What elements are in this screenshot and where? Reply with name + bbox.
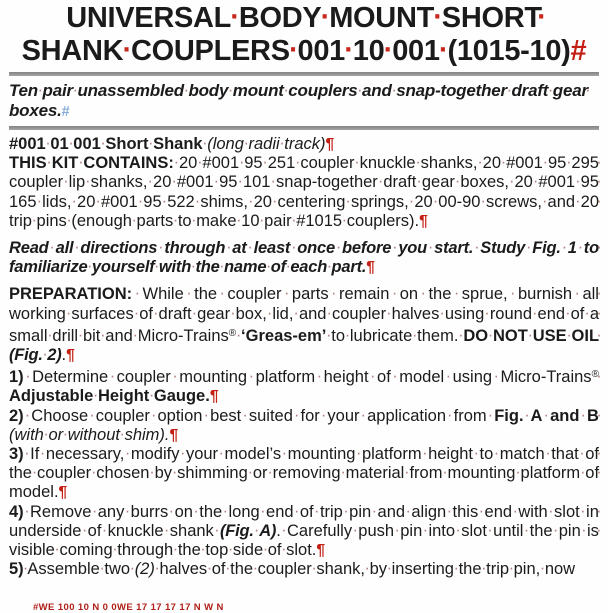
space-dot-mark [192, 212, 197, 230]
space-dot-mark [134, 305, 140, 323]
space-dot-mark [248, 193, 254, 211]
space-dot-mark [85, 173, 91, 191]
text-run: Ten · pair · unassembled · body · mount · couplers · and· snap-together · draft · gear boxes. [9, 81, 588, 120]
space-dot-mark [24, 407, 32, 425]
space-dot-mark [43, 346, 47, 364]
space-dot-mark [282, 541, 287, 559]
space-dot-mark [525, 239, 532, 257]
space-dot-mark [69, 135, 74, 153]
space-dot-mark [138, 193, 144, 211]
subtitle [9, 81, 599, 122]
space-dot-mark [192, 305, 198, 323]
space-dot-mark [548, 503, 554, 521]
space-dot-mark [488, 327, 493, 345]
space-dot-mark [292, 212, 297, 230]
space-dot-mark [123, 35, 131, 67]
space-dot-mark [133, 327, 138, 345]
space-dot-mark [49, 239, 56, 257]
space-dot-mark [455, 173, 461, 191]
space-dot-mark [67, 212, 72, 230]
space-dot-mark [193, 503, 199, 521]
space-dot-mark [203, 135, 208, 153]
space-dot-mark [433, 193, 439, 211]
space-dot-mark [329, 285, 339, 303]
space-dot-mark [241, 407, 249, 425]
space-dot-mark [418, 285, 428, 303]
space-dot-mark [226, 560, 231, 578]
paragraph-mark-icon: ¶ [316, 542, 326, 560]
space-dot-mark [230, 305, 236, 323]
space-dot-mark [524, 407, 531, 425]
text-run: 5) [9, 560, 24, 579]
space-dot-mark [113, 541, 118, 559]
space-dot-mark [214, 522, 220, 540]
text-run: · While · the · coupler · parts · remain · on· the · sprue, · burnish · all working · surfaces · of · draft · gear · box, · lid, · and · coupler · halves · using · round· end · of · a small · drill · bit · and · Micro-Trains [9, 285, 599, 344]
space-dot-mark [439, 305, 445, 323]
space-dot-mark [451, 285, 461, 303]
space-dot-mark [48, 327, 53, 345]
space-dot-mark [386, 305, 392, 323]
space-dot-mark [561, 239, 568, 257]
space-dot-mark [580, 503, 586, 521]
space-dot-mark [24, 368, 32, 386]
space-dot-mark [575, 173, 581, 191]
space-dot-mark [149, 387, 154, 405]
space-dot-mark [371, 503, 377, 521]
space-dot-mark [202, 407, 210, 425]
space-dot-mark [412, 327, 417, 345]
space-dot-mark [384, 35, 392, 67]
space-dot-mark [266, 258, 270, 276]
space-dot-mark [533, 173, 539, 191]
space-dot-mark [239, 154, 244, 172]
space-dot-mark [572, 285, 582, 303]
space-dot-mark [345, 35, 353, 67]
space-dot-mark [416, 154, 421, 172]
text-run: PREPARATION: [9, 285, 133, 304]
space-dot-mark [32, 212, 37, 230]
text-run: (Fig. · 2) [9, 346, 62, 364]
space-dot-mark [286, 258, 290, 276]
space-dot-mark [120, 426, 125, 444]
space-dot-mark [542, 407, 550, 425]
space-dot-mark [132, 212, 137, 230]
space-dot-mark [248, 464, 253, 482]
space-dot-mark [260, 212, 265, 230]
space-dot-mark [184, 285, 194, 303]
space-dot-mark [148, 135, 153, 153]
space-dot-mark [446, 407, 454, 425]
space-dot-mark [584, 305, 590, 323]
space-dot-mark [484, 305, 490, 323]
space-dot-mark [409, 193, 415, 211]
text-run: · 20 · #001 · 95 · 251 · coupler· knuckle · shanks, · 20 · #001 · 95 · 295 coupler · lip · shanks, · 20 · #001 · 95 · 101 · snap-together · draft · gear· boxes, · 20 · #001 · 95 165 · lids, · 20 · #001 · 95 · 522· shims, · 20 · centering · springs, · 20 · 00-90 · screws, · and · 20 trip · pins · (enough · parts · to · make · 10 · pair · #1015 · couplers). [9, 154, 599, 230]
paragraph-mark-icon: ¶ [366, 259, 375, 277]
space-dot-mark [345, 327, 350, 345]
variant-heading [9, 135, 599, 154]
space-dot-mark [321, 2, 329, 34]
space-dot-mark [164, 522, 170, 540]
space-dot-mark [473, 445, 479, 463]
space-dot-mark [455, 522, 461, 540]
space-dot-mark [78, 327, 83, 345]
space-dot-mark [282, 285, 292, 303]
kit-contents-paragraph [9, 154, 599, 231]
space-dot-mark [392, 81, 397, 100]
space-dot-mark [108, 368, 116, 386]
space-dot-mark [427, 239, 434, 257]
space-dot-mark [567, 327, 572, 345]
space-dot-mark [290, 239, 297, 257]
space-dot-mark [575, 193, 581, 211]
space-dot-mark [263, 541, 268, 559]
step-2 [9, 407, 599, 445]
divider [9, 72, 599, 76]
space-dot-mark [24, 503, 30, 521]
space-dot-mark [267, 305, 273, 323]
space-dot-mark [153, 305, 159, 323]
space-dot-mark [214, 173, 220, 191]
paragraph-mark-icon: ¶ [169, 426, 179, 444]
space-dot-mark [507, 81, 512, 100]
text-run: ® [228, 327, 237, 339]
space-dot-mark [335, 239, 342, 257]
text-run: 3) [9, 445, 24, 464]
space-dot-mark [543, 154, 548, 172]
space-dot-mark [253, 560, 258, 578]
space-dot-mark [581, 522, 587, 540]
step-3 [9, 445, 599, 503]
space-dot-mark [91, 503, 97, 521]
space-dot-mark [222, 503, 228, 521]
space-dot-mark [579, 445, 585, 463]
text-run: Read · all · directions · through · at · least · once · before· you · start. · Study · Fig. · 1 · to familiarize · yourself · with · the · name · of · each · part. [9, 239, 599, 276]
space-dot-mark [422, 445, 428, 463]
space-dot-mark [532, 305, 538, 323]
space-dot-mark [473, 239, 480, 257]
space-dot-mark [100, 327, 105, 345]
space-dot-mark [191, 258, 195, 276]
clipped-footer-text: #WE 100 10 N 0 0WE 17 17 17 17 N W N [33, 602, 224, 613]
space-dot-mark [355, 445, 361, 463]
space-dot-mark [150, 407, 158, 425]
space-dot-mark [81, 522, 87, 540]
text-run: · halves · of · the · coupler · shank, · by · inserting · the · trip · pin, · now [155, 560, 575, 578]
space-dot-mark [422, 522, 428, 540]
space-dot-mark [38, 81, 43, 100]
space-dot-mark [508, 285, 518, 303]
paragraph-mark-icon: ¶ [419, 212, 428, 230]
space-dot-mark [73, 81, 78, 100]
space-dot-mark [101, 135, 106, 153]
space-dot-mark [280, 135, 285, 153]
space-dot-mark [88, 258, 92, 276]
space-dot-mark [487, 407, 495, 425]
space-dot-mark [545, 445, 551, 463]
space-dot-mark [458, 327, 463, 345]
paragraph-mark-icon: ¶ [325, 136, 335, 153]
space-dot-mark [444, 368, 452, 386]
space-dot-mark [327, 258, 331, 276]
text-run [236, 327, 241, 345]
text-run: UNIVERSAL · BODY · MOUNT· SHORT [66, 2, 542, 34]
space-dot-mark [78, 154, 83, 172]
paragraph-mark-icon: ¶ [58, 484, 68, 502]
space-dot-mark [237, 212, 242, 230]
text-run: · Assemble · two · [24, 560, 135, 578]
space-dot-mark [218, 445, 224, 463]
space-dot-mark [478, 154, 483, 172]
space-dot-mark [284, 81, 289, 100]
space-dot-mark [270, 173, 276, 191]
space-dot-mark [404, 464, 409, 482]
space-dot-mark [132, 285, 142, 303]
space-dot-mark [548, 81, 553, 100]
space-dot-mark [247, 368, 255, 386]
space-dot-mark [281, 445, 287, 463]
space-dot-mark [168, 503, 174, 521]
space-dot-mark [260, 503, 266, 521]
space-dot-mark [47, 154, 52, 172]
space-dot-mark [553, 522, 559, 540]
space-dot-mark [184, 81, 189, 100]
space-dot-mark [55, 541, 60, 559]
text-run: THIS · KIT · CONTAINS: [9, 154, 174, 172]
space-dot-mark [512, 503, 518, 521]
space-dot-mark [24, 560, 28, 578]
paragraph-mark-icon: ¶ [209, 388, 219, 406]
space-dot-mark [523, 522, 529, 540]
space-dot-mark [237, 173, 243, 191]
space-dot-mark [130, 560, 135, 578]
space-dot-mark [509, 560, 514, 578]
space-dot-mark [63, 173, 69, 191]
space-dot-mark [228, 541, 233, 559]
space-dot-mark [281, 522, 287, 540]
space-dot-mark [565, 305, 571, 323]
space-dot-mark [540, 560, 545, 578]
space-dot-mark [172, 464, 177, 482]
space-dot-mark [391, 368, 399, 386]
space-dot-mark [314, 503, 320, 521]
text-run: 2) [9, 406, 24, 425]
space-dot-mark [39, 445, 45, 463]
space-dot-mark [46, 135, 51, 153]
text-run: Adjustable · Height · Gauge. [9, 387, 210, 405]
text-run: (Fig. · A) [220, 522, 276, 540]
space-dot-mark [148, 173, 154, 191]
read-directions-note [9, 239, 599, 277]
space-dot-mark [482, 560, 487, 578]
space-dot-mark [217, 285, 227, 303]
text-run: 4) [9, 502, 24, 521]
space-dot-mark [44, 426, 49, 444]
text-run: · If · necessary, · modify · your · model’s · mounting· platform · height · to · match · that · of the · coupler · chosen · by · shimming · or · removing · material · from· mounting · platform · of model. [9, 445, 599, 501]
space-dot-mark [442, 464, 447, 482]
space-dot-mark [95, 193, 101, 211]
space-dot-mark [207, 560, 212, 578]
space-dot-mark [378, 173, 384, 191]
space-dot-mark [228, 81, 233, 100]
line-break-mark-icon: # [61, 104, 70, 120]
space-dot-mark [268, 464, 273, 482]
space-dot-mark [501, 154, 506, 172]
space-dot-mark [91, 464, 96, 482]
space-dot-mark [391, 239, 398, 257]
space-dot-mark [254, 522, 259, 540]
text-run: · Choose · coupler · option · best · suited · for · your· application · from · [24, 407, 495, 425]
space-dot-mark [171, 368, 179, 386]
space-dot-mark [343, 503, 349, 521]
space-dot-mark [290, 35, 298, 67]
space-dot-mark [263, 154, 268, 172]
space-dot-mark [492, 368, 500, 386]
space-dot-mark [312, 560, 317, 578]
text-run: Fig. · A · and · B [494, 407, 599, 425]
page-title [9, 2, 599, 68]
text-run: SHANK · COUPLERS · 001 · 10· 001 · (1015-10) [22, 35, 571, 67]
space-dot-mark [174, 154, 179, 172]
space-dot-mark [446, 503, 452, 521]
space-dot-mark [515, 464, 520, 482]
preparation-paragraph [9, 285, 599, 365]
space-dot-mark [580, 464, 585, 482]
space-dot-mark [173, 541, 178, 559]
space-dot-mark [93, 387, 98, 405]
space-dot-mark [478, 503, 484, 521]
text-run: · to · lubricate · them. · [326, 327, 463, 345]
space-dot-mark [345, 193, 351, 211]
text-run: (with · or · without· shim). [9, 426, 170, 444]
paragraph-mark-icon: ¶ [66, 347, 75, 365]
space-dot-mark [124, 445, 130, 463]
space-dot-mark [294, 503, 300, 521]
space-dot-mark [369, 368, 377, 386]
divider [9, 126, 599, 130]
space-dot-mark [173, 212, 178, 230]
step-5 [9, 560, 599, 579]
space-dot-mark [225, 239, 232, 257]
line-break-mark-icon: # [570, 35, 587, 67]
space-dot-mark [354, 154, 359, 172]
space-dot-mark [480, 193, 486, 211]
space-dot-mark [88, 407, 96, 425]
text-run: . · Carefully · push· pin · into · slot · until · the · pin · is visible · coming· through · the · top · side · of · slot. [9, 522, 599, 559]
space-dot-mark [155, 258, 159, 276]
space-dot-mark [394, 522, 400, 540]
text-run: · Determine · coupler · mounting · platform · height · of· model · using · Micro-Trains [24, 368, 592, 386]
space-dot-mark [244, 135, 249, 153]
title-line-1 [9, 2, 599, 35]
space-dot-mark [272, 193, 278, 211]
space-dot-mark [487, 522, 493, 540]
text-run: . [61, 346, 67, 365]
text-run: (2) [134, 560, 155, 579]
space-dot-mark [387, 560, 392, 578]
space-dot-mark [155, 560, 160, 578]
space-dot-mark [440, 35, 448, 67]
space-dot-mark [528, 327, 533, 345]
space-dot-mark [32, 464, 37, 482]
space-dot-mark [509, 173, 515, 191]
text-run: · Remove · any · burrs · on · the · long · end · of · trip · pin · and · align · this · end · with · slot · in underside · of · knuckle · shank · [9, 503, 599, 540]
space-dot-mark [100, 560, 105, 578]
space-dot-mark [326, 327, 331, 345]
space-dot-mark [66, 305, 72, 323]
step-4 [9, 503, 599, 561]
space-dot-mark [493, 445, 499, 463]
space-dot-mark [434, 2, 442, 34]
text-run: ® [591, 369, 599, 381]
space-dot-mark [231, 2, 239, 34]
space-dot-mark [220, 258, 224, 276]
space-dot-mark [405, 503, 411, 521]
space-dot-mark [293, 407, 301, 425]
space-dot-mark [365, 560, 370, 578]
space-dot-mark [358, 81, 363, 100]
text-run: ‘Greas-em’ [241, 326, 327, 345]
space-dot-mark [247, 239, 254, 257]
space-dot-mark [295, 154, 300, 172]
space-dot-mark [162, 193, 168, 211]
space-dot-mark [24, 445, 30, 463]
space-dot-mark [201, 541, 206, 559]
space-dot-mark [71, 193, 77, 211]
space-dot-mark [566, 154, 571, 172]
space-dot-mark [577, 239, 584, 257]
space-dot-mark [171, 173, 177, 191]
space-dot-mark [326, 305, 332, 323]
text-run: DO · NOT · USE · OIL [463, 327, 599, 345]
space-dot-mark [197, 154, 202, 172]
space-dot-mark [352, 522, 358, 540]
title-line-2 [9, 35, 599, 68]
space-dot-mark [341, 464, 346, 482]
space-dot-mark [150, 464, 155, 482]
space-dot-mark [293, 305, 299, 323]
space-dot-mark [73, 239, 80, 257]
space-dot-mark [124, 503, 130, 521]
space-dot-mark [179, 445, 185, 463]
space-dot-mark [360, 407, 368, 425]
text-run: #001 · 01 · 001 · Short · Shank · [9, 135, 207, 153]
space-dot-mark [542, 193, 548, 211]
space-dot-mark [101, 522, 107, 540]
space-dot-mark [416, 173, 422, 191]
space-dot-mark [320, 407, 328, 425]
space-dot-mark [454, 560, 459, 578]
step-1 [9, 365, 599, 406]
space-dot-mark [342, 212, 347, 230]
space-dot-mark [195, 193, 201, 211]
space-dot-mark [157, 239, 164, 257]
text-run: (long · radii · track) [207, 135, 325, 153]
space-dot-mark [579, 407, 587, 425]
space-dot-mark [315, 368, 323, 386]
space-dot-mark [236, 327, 241, 345]
space-dot-mark [63, 426, 68, 444]
space-dot-mark [37, 193, 43, 211]
text-run: 1) [9, 368, 24, 387]
space-dot-mark [389, 285, 399, 303]
